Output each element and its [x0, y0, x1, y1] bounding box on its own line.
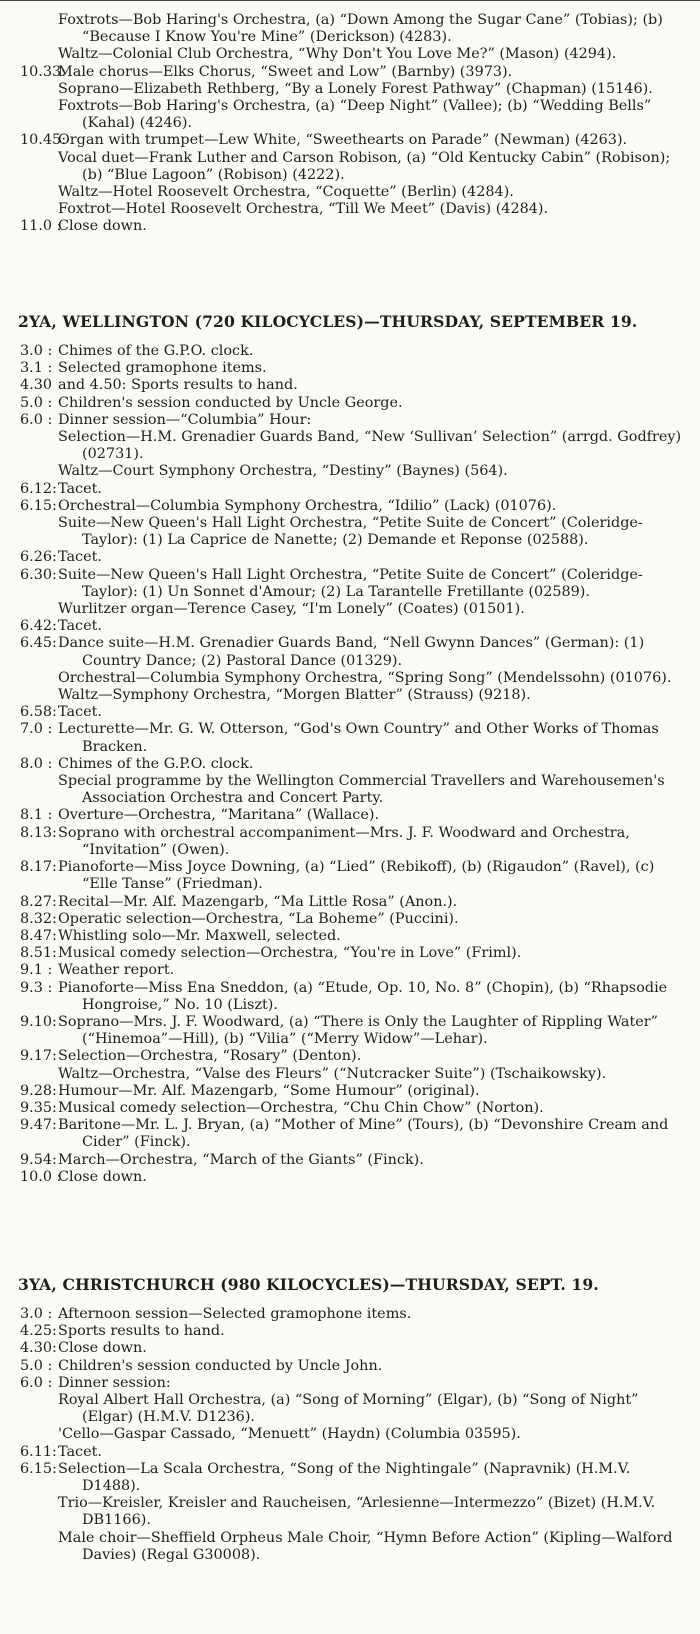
- entry-time: 8.1 :: [20, 807, 53, 824]
- entry-time: 9.28:: [20, 1082, 57, 1099]
- entry-time: 7.0 :: [20, 721, 53, 738]
- programme-entry: [0, 549, 700, 566]
- entry-description: Trio—Kreisler, Kreisler and Raucheisen, “Arlesienne—Intermezzo” (Bizet) (H.M.V. DB1166).: [58, 1495, 656, 1529]
- entry-time: 11.0 :: [20, 218, 62, 235]
- entry-description: Tacet.: [58, 549, 102, 566]
- entry-time: 3.0 :: [20, 343, 53, 359]
- entry-time: [0, 515, 58, 549]
- entry-description: Foxtrots—Bob Haring's Orchestra, (a) “Down Among the Sugar Cane” (Tobias); (b) “Because I Know You're Mine” (Derickson) (4283).: [58, 12, 663, 46]
- entry-time: [0, 150, 58, 184]
- programme-entry: [0, 1461, 700, 1495]
- programme-entry: [0, 412, 700, 429]
- programme-entry: [0, 1100, 700, 1117]
- programme-entry: [0, 670, 700, 687]
- entry-time: 6.58:: [20, 704, 57, 721]
- entry-description: Dance suite—H.M. Grenadier Guards Band, “Nell Gwynn Dances” (German): (1) Country Dance; (2) Pastoral Dance (01329).: [58, 635, 645, 669]
- programme-entry: [0, 1306, 700, 1323]
- entry-description: Selection—La Scala Orchestra, “Song of the Nightingale” (Napravnik) (H.M.V. D1488).: [58, 1460, 631, 1495]
- entry-time: [0, 601, 58, 618]
- entry-description: Foxtrots—Bob Haring's Orchestra, (a) “Deep Night” (Vallee); (b) “Wedding Bells” (Kahal) (4246).: [58, 98, 652, 132]
- entry-description: Orchestral—Columbia Symphony Orchestra, “Spring Song” (Mendelssohn) (01076).: [58, 669, 672, 686]
- section-3ya-christchurch: [0, 1306, 700, 1564]
- programme-entry: [0, 1083, 700, 1100]
- programme-entry: [0, 807, 700, 824]
- programme-entry: [0, 218, 700, 235]
- entry-time: 3.0 :: [20, 1306, 53, 1322]
- programme-entry: [0, 635, 700, 669]
- programme-entry: [0, 1048, 700, 1065]
- entry-time: 8.17:: [20, 859, 57, 876]
- programme-entry: [0, 395, 700, 412]
- entry-time: [0, 1066, 58, 1083]
- entry-time: [0, 773, 58, 807]
- programme-entry: [0, 1426, 700, 1443]
- entry-description: Male chorus—Elks Chorus, “Sweet and Low” (Barnby) (3973).: [58, 63, 513, 80]
- programme-entry: [0, 859, 700, 893]
- programme-entry: [0, 945, 700, 962]
- entry-description: Dinner session—“Columbia” Hour:: [58, 411, 312, 428]
- entry-time: [0, 201, 58, 218]
- programme-entry: [0, 64, 700, 81]
- entry-description: Foxtrot—Hotel Roosevelt Orchestra, “Till We Meet” (Davis) (4284).: [58, 201, 549, 218]
- entry-time: 10.33:: [20, 63, 67, 80]
- programme-entry: [0, 1358, 700, 1375]
- programme-entry: [0, 343, 700, 360]
- programme-entry: [0, 825, 700, 859]
- programme-entry: [0, 756, 700, 773]
- entry-description: Special programme by the Wellington Commercial Travellers and Warehousemen's Association Orchestra and Concert Party.: [58, 773, 665, 807]
- entry-description: Vocal duet—Frank Luther and Carson Robison, (a) “Old Kentucky Cabin” (Robison); (b) “Blue Lagoon” (Robison) (4222).: [58, 149, 671, 183]
- entry-time: 9.35:: [20, 1099, 57, 1116]
- entry-time: 10.45:: [20, 132, 67, 149]
- entry-time: [0, 687, 58, 704]
- entry-time: [0, 46, 58, 63]
- entry-time: 8.47:: [20, 927, 57, 944]
- entry-description: Wurlitzer organ—Terence Casey, “I'm Lonely” (Coates) (01501).: [58, 601, 525, 618]
- entry-description: Soprano—Elizabeth Rethberg, “By a Lonely Forest Pathway” (Chapman) (15146).: [58, 80, 653, 97]
- programme-entry: [0, 911, 700, 928]
- programme-entry: [0, 1530, 700, 1564]
- programme-entry: [0, 980, 700, 1014]
- entry-description: Operatic selection—Orchestra, “La Boheme” (Puccini).: [58, 910, 459, 927]
- entry-time: [0, 1426, 58, 1443]
- entry-description: Baritone—Mr. L. J. Bryan, (a) “Mother of Mine” (Tours), (b) “Devonshire Cream and Cider” (Finck).: [58, 1117, 669, 1151]
- programme-entry: [0, 1495, 700, 1529]
- programme-entry: [0, 962, 700, 979]
- programme-entry: [0, 98, 700, 132]
- programme-entry: [0, 928, 700, 945]
- entry-description: Close down.: [58, 218, 147, 235]
- entry-time: 6.0 :: [20, 1374, 53, 1391]
- entry-time: [0, 81, 58, 98]
- programme-entry: [0, 429, 700, 463]
- entry-description: Dinner session:: [58, 1374, 171, 1391]
- entry-description: 'Cello—Gaspar Cassado, “Menuett” (Haydn) (Columbia 03595).: [58, 1426, 521, 1443]
- entry-description: Royal Albert Hall Orchestra, (a) “Song of Morning” (Elgar), (b) “Song of Night” (Elgar) (H.M.V. D1236).: [58, 1392, 639, 1426]
- entry-time: 3.1 :: [20, 360, 53, 377]
- entry-time: 6.26:: [20, 549, 57, 566]
- entry-description: Waltz—Court Symphony Orchestra, “Destiny” (Baynes) (564).: [58, 463, 508, 480]
- programme-entry: [0, 481, 700, 498]
- entry-description: Organ with trumpet—Lew White, “Sweethearts on Parade” (Newman) (4263).: [58, 132, 628, 149]
- entry-description: Soprano with orchestral accompaniment—Mrs. J. F. Woodward and Orchestra, “Invitation” (Owen).: [58, 824, 630, 858]
- programme-entry: [0, 46, 700, 63]
- entry-time: 9.1 :: [20, 962, 53, 979]
- entry-description: Weather report.: [58, 962, 175, 979]
- entry-description: Pianoforte—Miss Joyce Downing, (a) “Lied” (Rebikoff), (b) (Rigaudon” (Ravel), (c) “Elle Tanse” (Friedman).: [58, 859, 655, 893]
- programme-entry: [0, 773, 700, 807]
- programme-entry: [0, 1375, 700, 1392]
- entry-description: March—Orchestra, “March of the Giants” (Finck).: [58, 1151, 424, 1168]
- entry-time: 4.25:: [20, 1323, 57, 1340]
- entry-description: Chimes of the G.P.O. clock.: [58, 343, 254, 359]
- entry-description: Tacet.: [58, 618, 102, 635]
- entry-time: 6.15:: [20, 1460, 57, 1477]
- programme-entry: [0, 894, 700, 911]
- entry-description: Humour—Mr. Alf. Mazengarb, “Some Humour” (original).: [58, 1082, 480, 1099]
- programme-entry: [0, 1340, 700, 1357]
- entry-description: Tacet.: [58, 480, 102, 497]
- programme-entry: [0, 201, 700, 218]
- entry-description: Orchestral—Columbia Symphony Orchestra, “Idilio” (Lack) (01076).: [58, 497, 557, 514]
- programme-entry: [0, 498, 700, 515]
- programme-entry: [0, 601, 700, 618]
- programme-entry: [0, 567, 700, 601]
- entry-time: [0, 1392, 58, 1426]
- entry-description: Musical comedy selection—Orchestra, “You're in Love” (Friml).: [58, 945, 522, 962]
- entry-description: Male choir—Sheffield Orpheus Male Choir, “Hymn Before Action” (Kipling—Walford Davies) (Regal G30008).: [58, 1529, 673, 1563]
- entry-description: Sports results to hand.: [58, 1323, 225, 1340]
- entry-description: Children's session conducted by Uncle George.: [58, 394, 403, 411]
- entry-description: Recital—Mr. Alf. Mazengarb, “Ma Little Rosa” (Anon.).: [58, 893, 458, 910]
- entry-time: [0, 1530, 58, 1564]
- programme-entry: [0, 704, 700, 721]
- programme-entry: [0, 81, 700, 98]
- entry-description: Pianoforte—Miss Ena Sneddon, (a) “Etude, Op. 10, No. 8” (Chopin), (b) “Rhapsodie Hongroise,” No. 10 (Liszt).: [58, 979, 668, 1013]
- entry-time: 5.0 :: [20, 394, 53, 411]
- entry-time: [0, 184, 58, 201]
- entry-description: Suite—New Queen's Hall Light Orchestra, “Petite Suite de Concert” (Coleridge-Taylor): (1) La Caprice de Nanette; (2) Demande et Reponse (02588).: [58, 515, 643, 549]
- programme-entry: [0, 463, 700, 480]
- entry-description: Whistling solo—Mr. Maxwell, selected.: [58, 927, 341, 944]
- entry-time: 6.12:: [20, 480, 57, 497]
- programme-entry: [0, 360, 700, 377]
- entry-description: Tacet.: [58, 1443, 102, 1460]
- entry-description: Chimes of the G.P.O. clock.: [58, 755, 254, 772]
- station-heading-3ya: 3YA, CHRISTCHURCH (980 KILOCYCLES)—THURSDAY, SEPT. 19.: [18, 1275, 599, 1294]
- entry-time: 10.0 :: [20, 1168, 62, 1185]
- programme-entry: [0, 1066, 700, 1083]
- entry-description: Lecturette—Mr. G. W. Otterson, “God's Own Country” and Other Works of Thomas Bracken.: [58, 721, 659, 755]
- programme-entry: [0, 618, 700, 635]
- entry-description: Close down.: [58, 1168, 147, 1185]
- entry-time: [0, 429, 58, 463]
- entry-time: 6.42:: [20, 618, 57, 635]
- section-continuation: [0, 12, 700, 236]
- entry-time: 8.51:: [20, 945, 57, 962]
- programme-entry: [0, 1014, 700, 1048]
- entry-time: [0, 1495, 58, 1529]
- entry-time: 9.17:: [20, 1048, 57, 1065]
- entry-description: Soprano—Mrs. J. F. Woodward, (a) “There is Only the Laughter of Rippling Water” (“Hinemoa”—Hill), (b) “Vilia” (“Merry Widow”—Lehar).: [58, 1013, 658, 1048]
- entry-time: 6.0 :: [20, 411, 53, 428]
- entry-description: and 4.50: Sports results to hand.: [58, 377, 298, 394]
- programme-entry: [0, 132, 700, 149]
- entry-time: 6.30:: [20, 566, 57, 583]
- entry-description: Selection—H.M. Grenadier Guards Band, “New ‘Sullivan’ Selection” (arrgd. Godfrey) (02731).: [58, 429, 682, 463]
- programme-entry: [0, 1444, 700, 1461]
- entry-description: Waltz—Orchestra, “Valse des Fleurs” (“Nutcracker Suite”) (Tschaikowsky).: [58, 1065, 607, 1082]
- entry-description: Waltz—Symphony Orchestra, “Morgen Blatter” (Strauss) (9218).: [58, 687, 531, 704]
- entry-description: Tacet.: [58, 704, 102, 721]
- programme-entry: [0, 1152, 700, 1169]
- programme-entry: [0, 1392, 700, 1426]
- programme-entry: [0, 1169, 700, 1186]
- programme-entry: [0, 1323, 700, 1340]
- entry-description: Close down.: [58, 1340, 147, 1357]
- entry-time: 4.30:: [20, 1340, 57, 1357]
- entry-description: Selected gramophone items.: [58, 360, 267, 377]
- entry-description: Afternoon session—Selected gramophone items.: [58, 1306, 412, 1322]
- entry-time: [0, 463, 58, 480]
- entry-description: Musical comedy selection—Orchestra, “Chu Chin Chow” (Norton).: [58, 1099, 544, 1116]
- programme-entry: [0, 515, 700, 549]
- entry-description: Selection—Orchestra, “Rosary” (Denton).: [58, 1048, 362, 1065]
- programme-entry: [0, 1117, 700, 1151]
- entry-time: 5.0 :: [20, 1357, 53, 1374]
- entry-time: 9.10:: [20, 1013, 57, 1030]
- entry-description: Children's session conducted by Uncle John.: [58, 1357, 383, 1374]
- entry-description: Suite—New Queen's Hall Light Orchestra, “Petite Suite de Concert” (Coleridge-Taylor): (1) Un Sonnet d'Amour; (2) La Tarantelle Fretillante (02589).: [58, 566, 643, 600]
- programme-entry: [0, 687, 700, 704]
- entry-description: Waltz—Colonial Club Orchestra, “Why Don't You Love Me?” (Mason) (4294).: [58, 46, 617, 63]
- programme-entry: [0, 150, 700, 184]
- programme-entry: [0, 184, 700, 201]
- entry-description: Waltz—Hotel Roosevelt Orchestra, “Coquette” (Berlin) (4284).: [58, 184, 514, 201]
- entry-time: [0, 12, 58, 46]
- entry-time: 6.11:: [20, 1443, 57, 1460]
- entry-time: 8.0 :: [20, 755, 53, 772]
- entry-time: [0, 98, 58, 132]
- section-2ya-wellington: [0, 343, 700, 1186]
- entry-time: 8.32:: [20, 910, 57, 927]
- programme-entry: [0, 377, 700, 394]
- entry-time: [0, 670, 58, 687]
- entry-time: 4.30: [20, 377, 53, 394]
- entry-time: 9.54:: [20, 1151, 57, 1168]
- entry-time: 6.15:: [20, 497, 57, 514]
- programme-entry: [0, 721, 700, 755]
- entry-description: Overture—Orchestra, “Maritana” (Wallace).: [58, 807, 380, 824]
- programme-entry: [0, 12, 700, 46]
- entry-time: 9.47:: [20, 1117, 57, 1134]
- entry-time: 6.45:: [20, 635, 57, 652]
- top-rule: [0, 0, 700, 1]
- entry-time: 9.3 :: [20, 979, 53, 996]
- entry-time: 8.27:: [20, 893, 57, 910]
- entry-time: 8.13:: [20, 824, 57, 841]
- station-heading-2ya: 2YA, WELLINGTON (720 KILOCYCLES)—THURSDAY, SEPTEMBER 19.: [18, 312, 638, 331]
